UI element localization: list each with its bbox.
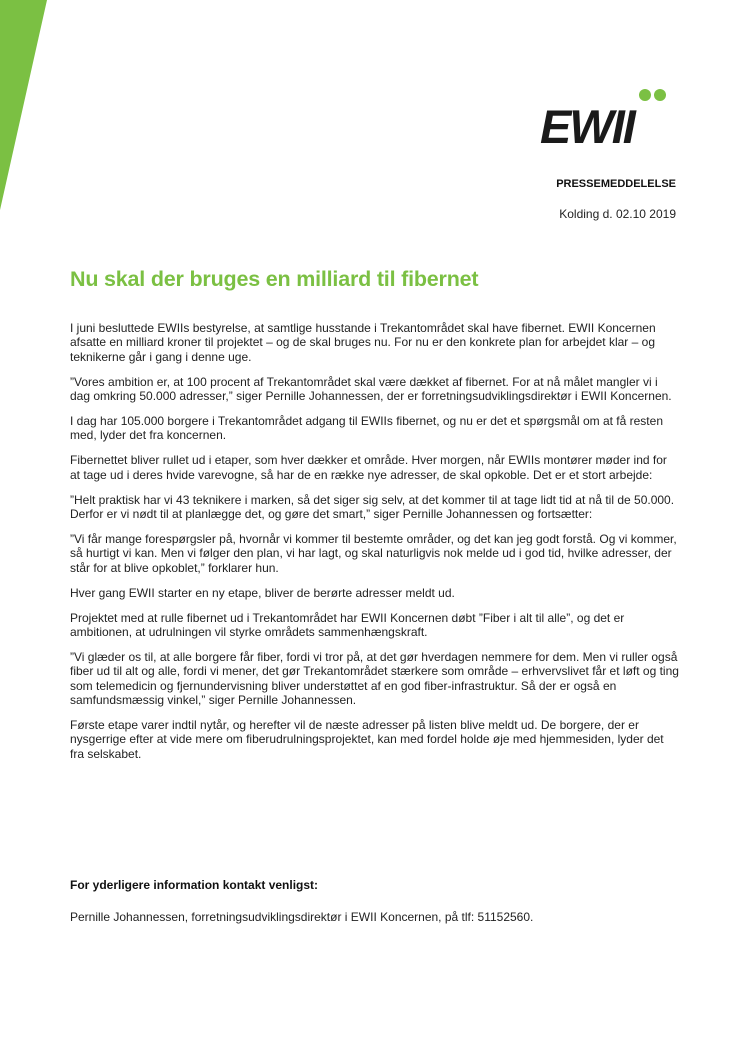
paragraph: Projektet med at rulle fibernet ud i Trekantområdet har EWII Koncernen døbt ”Fiber i alt til alle”, og det er ambitionen, at udrulningen vil styrke områdets sammenhængskraft. xyxy=(70,610,625,639)
document-type-label: PRESSEMEDDELELSE xyxy=(556,178,676,190)
paragraph: Første etape varer indtil nytår, og herefter vil de næste adresser på listen blive meldt ud. De borgere, der er nysgerrige efter at vide mere om fiberudrulningsprojektet, kan med fordel holde øje med hjemmesiden, lyder det fra selskabet. xyxy=(70,718,664,761)
paragraph: ”Vi får mange forespørgsler på, hvornår vi kommer til bestemte områder, og det kan jeg godt forstå. Og vi kommer, så hurtigt vi kan. Men vi følger den plan, vi har lagt, og skal naturligvis nok melde ud i god tid, hvilke adresser, der står for at blive opkoblet,” forklarer hun. xyxy=(70,531,677,575)
paragraph: I juni besluttede EWIIs bestyrelse, at samtlige husstande i Trekantområdet skal have fibernet. EWII Koncernen afsatte en milliard kroner til projektet – og de skal bruges nu. For nu er den konkrete plan for arbejdet klar – og teknikerne går i gang i denne uge. xyxy=(70,321,656,364)
paragraph: Fibernettet bliver rullet ud i etaper, som hver dækker et område. Hver morgen, når EWIIs montører møder ind for at tage ud i deres hvide varevogne, så har de en række nye adresser, de skal opkoble. Det er et stort arbejde: xyxy=(70,453,667,482)
paragraph: I dag har 105.000 borgere i Trekantområdet adgang til EWIIs fibernet, og nu er det et spørgsmål om at få resten med, lyder det fra koncernen. xyxy=(70,414,663,443)
contact-details: Pernille Johannessen, forretningsudviklingsdirektør i EWII Koncernen, på tlf: 51152560. xyxy=(70,910,534,924)
ewii-logo xyxy=(540,86,670,148)
dateline: Kolding d. 02.10 2019 xyxy=(559,207,676,221)
corner-stripe-decoration xyxy=(0,0,50,210)
paragraph: ”Vores ambition er, at 100 procent af Trekantområdet skal være dækket af fibernet. For at nå målet mangler vi i dag omkring 50.000 adresser,” siger Pernille Johannessen, der er forretningsudviklingsdirektør i EWII Koncernen. xyxy=(70,374,672,404)
paragraph: ”Vi glæder os til, at alle borgere får fiber, fordi vi tror på, at det gør hverdagen nemmere for dem. Men vi ruller også fiber ud til alt og alle, fordi vi mener, det gør Trekantområdet stærkere som område – erhvervslivet får et løft og ting som telemedicin og fjernundervisning bliver understøttet af en god fiber-infrastruktur. Så der er også en samfundsmæssig vinkel,” siger Pernille Johannessen. xyxy=(70,649,679,708)
article-body xyxy=(70,321,680,772)
paragraph: Hver gang EWII starter en ny etape, bliver de berørte adresser meldt ud. xyxy=(70,585,455,600)
headline: Nu skal der bruges en milliard til fibernet xyxy=(70,267,479,291)
svg-text:EWII: EWII xyxy=(540,100,634,148)
contact-heading: For yderligere information kontakt venligst: xyxy=(70,878,319,892)
paragraph: ”Helt praktisk har vi 43 teknikere i marken, så det siger sig selv, at det kommer til at tage lidt tid at nå til de 50.000. Derfor er vi nødt til at planlægge det, og gøre det smart,” siger Pernille Johannessen og fortsætter: xyxy=(70,492,675,522)
